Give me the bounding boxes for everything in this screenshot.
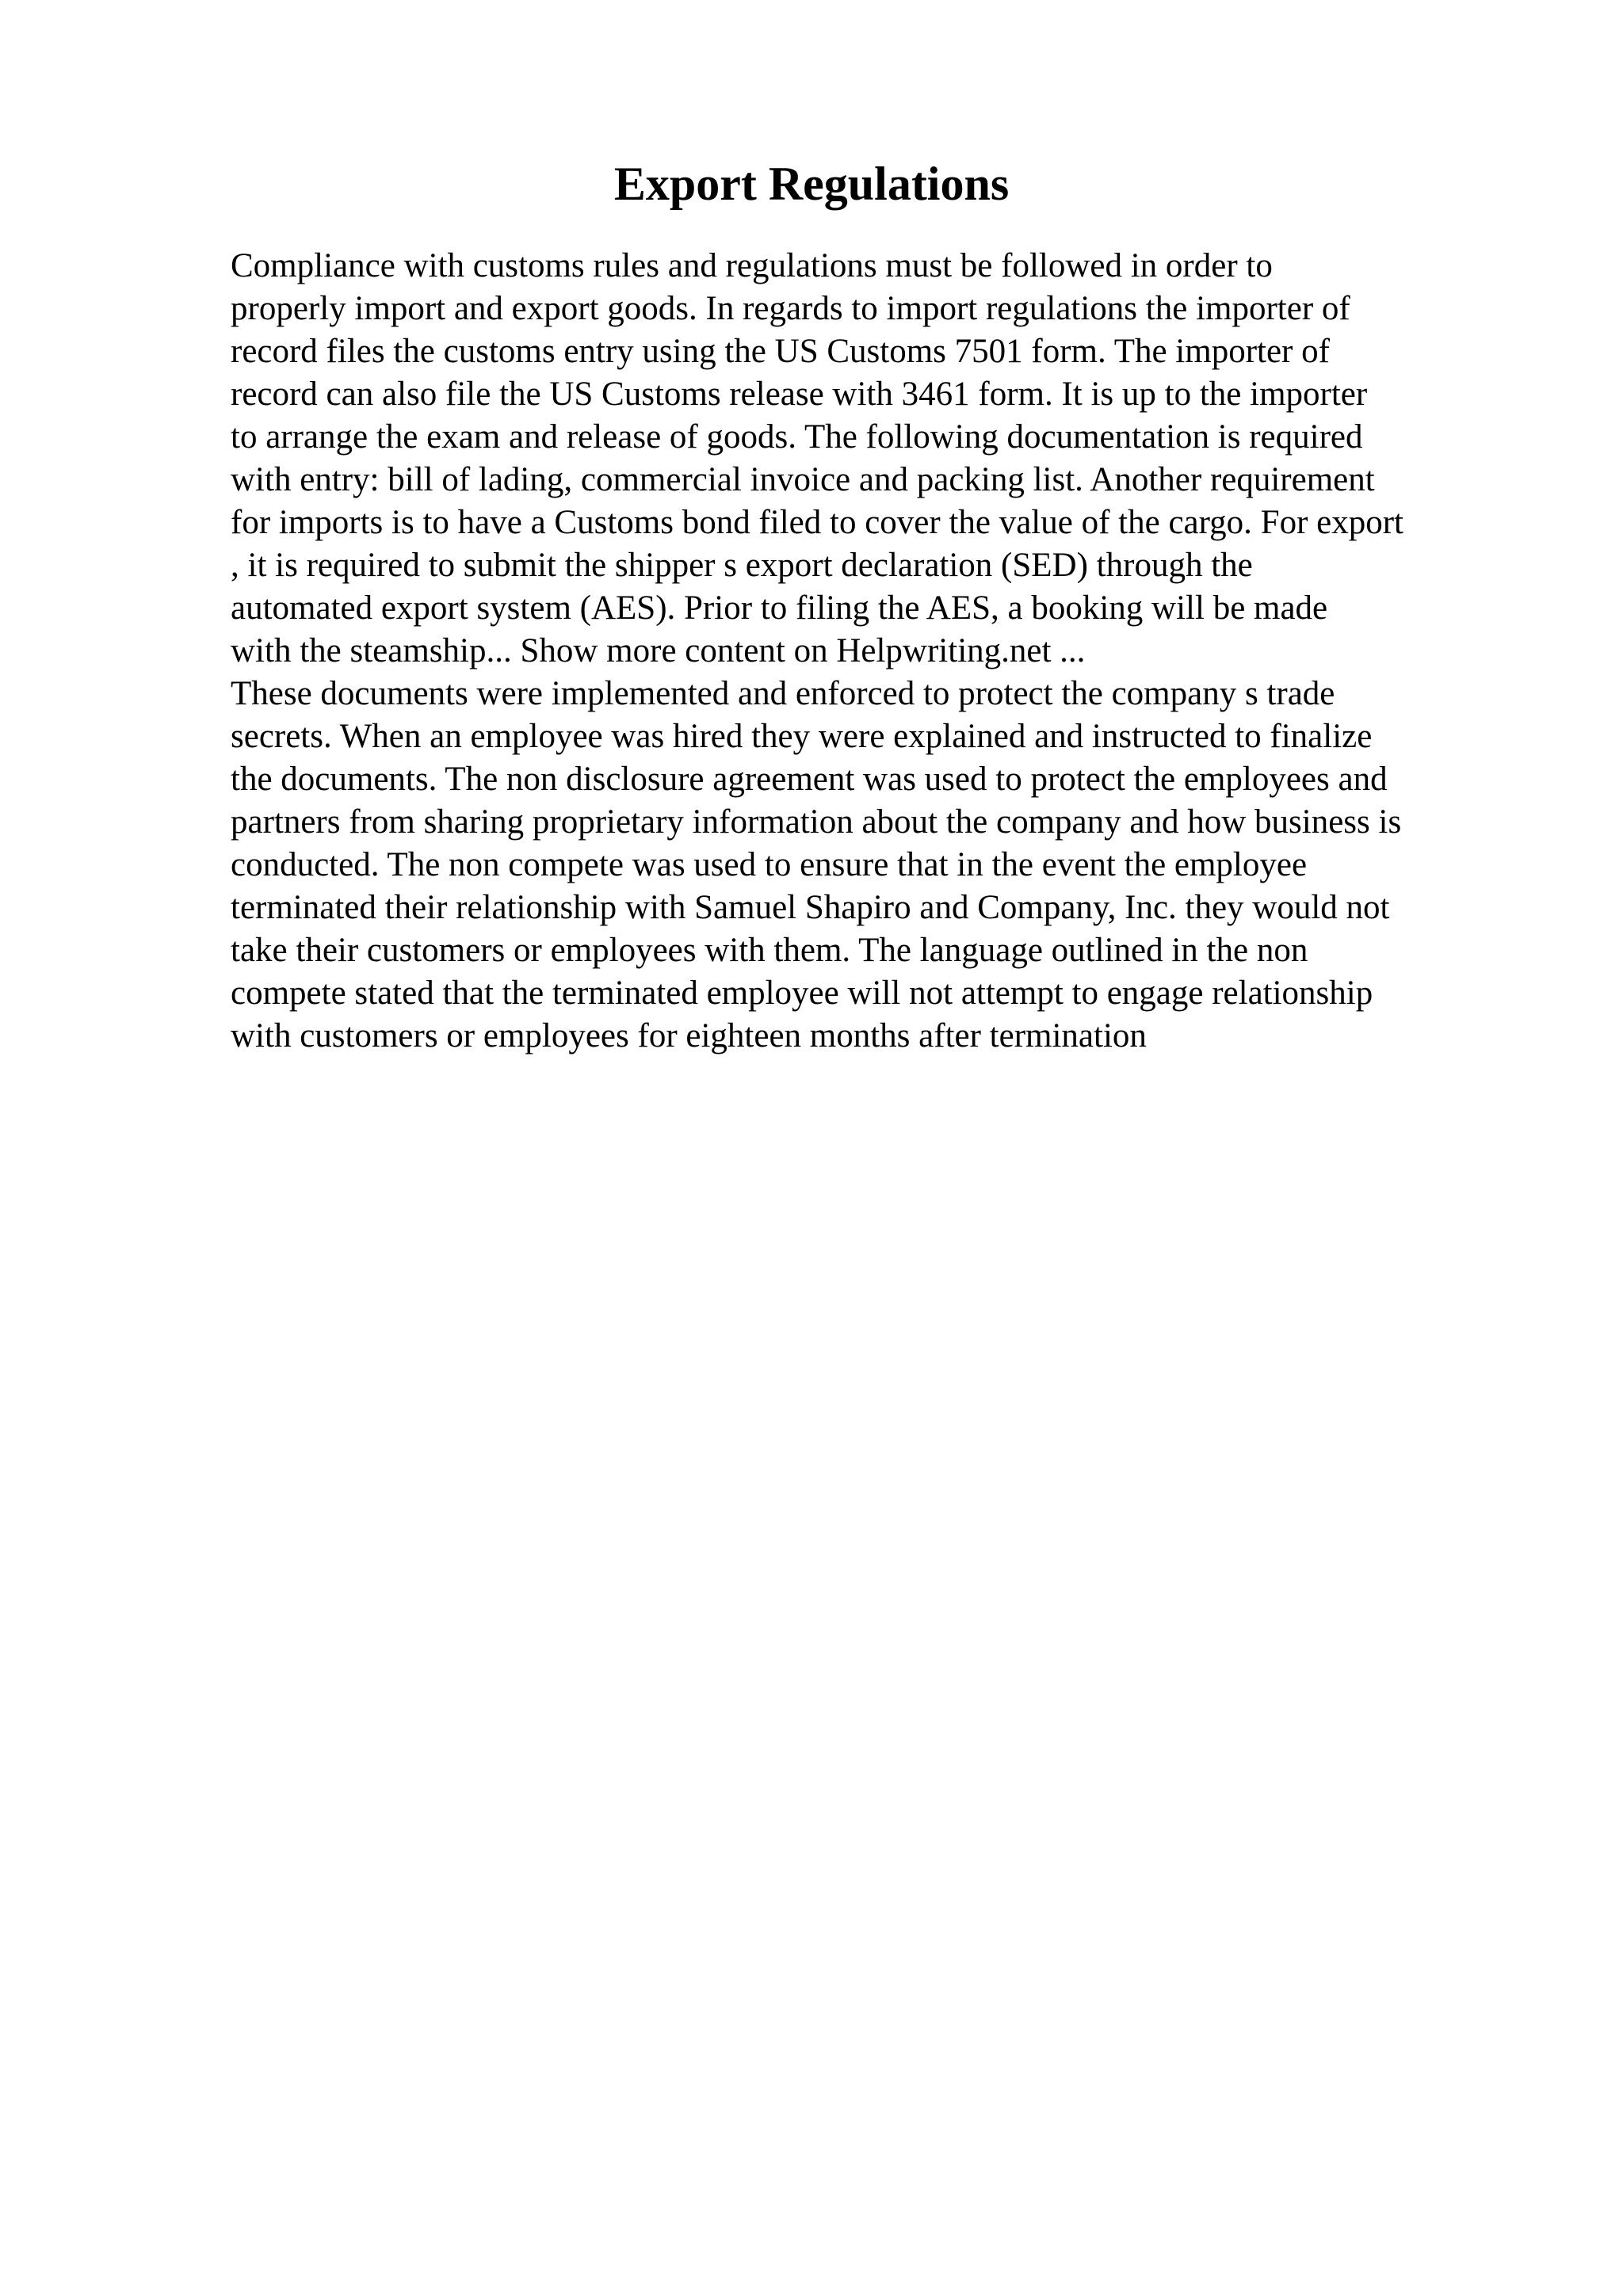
document-title: Export Regulations bbox=[613, 158, 1010, 210]
body-line: partners from sharing proprietary information about the company and how business is bbox=[231, 803, 1402, 841]
body-line: with customers or employees for eighteen months after termination bbox=[231, 1017, 1147, 1055]
body-line: for imports is to have a Customs bond filed to cover the value of the cargo. For export bbox=[231, 504, 1403, 541]
body-line: , it is required to submit the shipper s export declaration (SED) through the bbox=[231, 547, 1253, 584]
body-line: with entry: bill of lading, commercial invoice and packing list. Another requirement bbox=[231, 461, 1375, 498]
body-line: automated export system (AES). Prior to filing the AES, a booking will be made bbox=[231, 589, 1328, 627]
body-line: These documents were implemented and enforced to protect the company s trade bbox=[231, 675, 1335, 712]
document-body bbox=[231, 245, 1514, 1058]
body-line: secrets. When an employee was hired they were explained and instructed to finalize bbox=[231, 718, 1373, 755]
body-line: to arrange the exam and release of goods. The following documentation is required bbox=[231, 418, 1363, 456]
body-line: compete stated that the terminated employee will not attempt to engage relationship bbox=[231, 974, 1373, 1012]
body-line: record can also file the US Customs release with 3461 form. It is up to the importer bbox=[231, 376, 1368, 413]
body-line: properly import and export goods. In regards to import regulations the importer of bbox=[231, 290, 1350, 327]
body-line: with the steamship... Show more content on Helpwriting.net ... bbox=[231, 632, 1086, 669]
body-line: terminated their relationship with Samuel Shapiro and Company, Inc. they would not bbox=[231, 889, 1390, 926]
body-line: record files the customs entry using the US Customs 7501 form. The importer of bbox=[231, 333, 1330, 370]
body-line: Compliance with customs rules and regulations must be followed in order to bbox=[231, 247, 1273, 284]
body-line: take their customers or employees with them. The language outlined in the non bbox=[231, 932, 1308, 969]
body-line: the documents. The non disclosure agreement was used to protect the employees and bbox=[231, 761, 1388, 798]
body-line: conducted. The non compete was used to ensure that in the event the employee bbox=[231, 846, 1308, 883]
